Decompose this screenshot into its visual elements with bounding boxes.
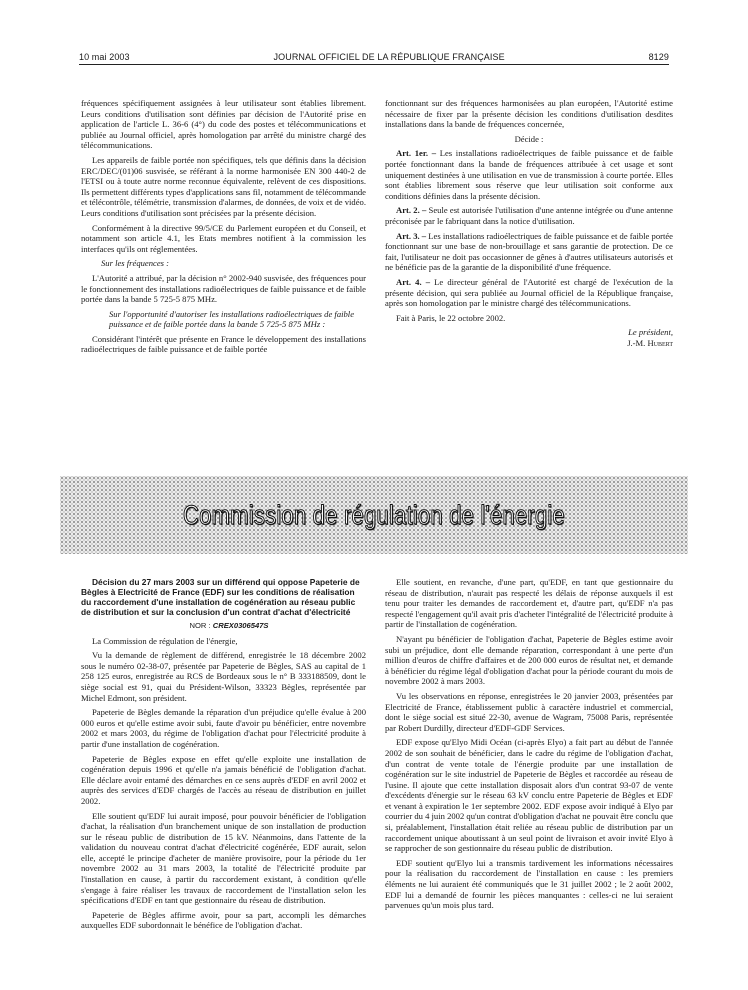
- decision-title: Décision du 27 mars 2003 sur un différend qui oppose Papeterie de Bègles à Electricité de France (EDF) sur les conditions de réalisation du raccordement d'une installation de cogénération au réseau public de distribution et sur la conclusion d'un contrat d'achat d'électricité: [81, 577, 360, 617]
- banner-title: Commission de régulation de l'énergie: [183, 499, 565, 530]
- page-header: [79, 52, 669, 62]
- paragraph: Les appareils de faible portée non spécifiques, tels que définis dans la décision ERC/DEC/(01)06 susvisée, se référant à la norme harmonisée EN 300 440-2 de l'ETSI ou à toute autre norme reconnue équivalente, relèvent de ces dispositions. Ils permettent différents types d'applications sans fil, notamment de télécommande et télécontrôle, télémétrie, transmission d'alarmes, de données, de voix et de vidéo. Leurs conditions d'utilisation sont précisées par la présente décision.: [81, 154, 366, 218]
- paragraph: EDF soutient qu'Elyo lui a transmis tardivement les informations nécessaires pour la réalisation du raccordement de l'installation en cause : les premiers éléments ne lui auraient été communiqués que le 31 juillet 2002 ; le 2 août 2002, EDF lui a demandé de fournir les pièces manquantes : celles-ci ne lui seraient parvenues qu'un mois plus tard.: [385, 857, 673, 911]
- paragraph: Papeterie de Bègles affirme avoir, pour sa part, accompli les démarches auxquelles EDF subordonnait le bénéfice de l'obligation d'achat.: [81, 909, 366, 931]
- column-bottom-left: [81, 577, 366, 935]
- paragraph: N'ayant pu bénéficier de l'obligation d'achat, Papeterie de Bègles estime avoir subi un préjudice, dont elle demande réparation, correspondant à une perte d'un million d'euros de chiffre d'affaires et de 200 000 euros de résultat net, et demande à bénéficier du régime légal d'obligation d'achat pour la période courant du mois de novembre 2002 à mars 2003.: [385, 633, 673, 687]
- header-page-number: 8129: [648, 52, 669, 62]
- paragraph: EDF expose qu'Elyo Midi Océan (ci-après Elyo) a fait part au début de l'année 2002 de son souhait de bénéficier, dans le cadre du régime de l'obligation d'achat, d'un contrat de vente totale de l'énergie produite par une installation de cogénération sur le site industriel de Papeterie de Bègles et raccordée au réseau de l'usine. Il ajoute que cette installation disposait alors d'un contrat 93-07 de vente d'excédents d'énergie sur le réseau 63 kV conclu entre Papeterie de Bègles et EDF et venant à expiration le 1er septembre 2002. EDF expose avoir indiqué à Elyo par courrier du 4 juin 2002 qu'un contrat d'obligation d'achat ne pouvait être conclu que si, préalablement, l'installation était reliée au réseau public de distribution par un raccordement unique aboutissant à un seul point de livraison et avoir invité Elyo à se rapprocher de son gestionnaire du réseau public de distribution.: [385, 737, 673, 854]
- section-banner: [60, 476, 688, 554]
- paragraph: Vu la demande de règlement de différend, enregistrée le 18 décembre 2002 sous le numéro 02-38-07, présentée par Papeterie de Bègles, SAS au capital de 1 258 125 euros, enregistrée au RCS de Bordeaux sous le n° B 333188509, dont le siège social est 91, quai du Président-Wilson, 33323 Bègles, représentée par Michel Edmont, son président.: [81, 650, 366, 703]
- paragraph: Papeterie de Bègles demande la réparation d'un préjudice qu'elle évalue à 200 000 euros et qu'elle estime avoir subi, faute d'avoir pu bénéficier, entre novembre 2002 et mars 2003, du régime de l'obligation d'achat pour l'électricité produite à partir d'une installation de cogénération.: [81, 707, 366, 749]
- place-date: Fait à Paris, le 22 octobre 2002.: [396, 312, 506, 323]
- article-text: Les installations radioélectriques de faible puissance et de faible portée fonctionnant sur une base de non-brouillage et sans garantie de protection. De ce fait, l'utilisateur ne doit pas occasionner de gênes à d'autres utilisateurs autorisés et ne bénéficie pas de la garantie de la disponibilité d'une fréquence.: [385, 230, 673, 273]
- paragraph: L'Autorité a attribué, par la décision n° 2002-940 susvisée, des fréquences pour le fonctionnement des installations radioélectriques de faible puissance et de faible portée dans la bande 5 725-5 875 MHz.: [81, 272, 366, 305]
- nor-label: NOR :: [189, 621, 211, 630]
- article-2: [385, 205, 673, 226]
- header-rule: [79, 64, 669, 65]
- header-date: 10 mai 2003: [79, 52, 130, 62]
- paragraph: Considérant l'intérêt que présente en France le développement des installations radioélectriques de faible puissance et de faible portée: [81, 333, 366, 355]
- article-label: Art. 1er. –: [396, 148, 436, 159]
- article-text: Seule est autorisée l'utilisation d'une antenne intégrée ou d'une antenne préconisée par le fabriquant dans la notice d'utilisation.: [385, 205, 673, 226]
- article-label: Art. 3. –: [396, 230, 427, 241]
- article-text: Les installations radioélectriques de faible puissance et de faible portée fonctionnant dans la bande de fréquences attribuée à cet usage et sont uniquement destinées à une utilisation en vue de transmission à courte portée. Elles sont établies librement sous réserve que leur utilisation soit conforme aux conditions définies dans la présente décision.: [385, 148, 673, 201]
- decide-heading: Décide :: [514, 133, 544, 144]
- paragraph: fréquences spécifiquement assignées à leur utilisateur sont établies librement. Leurs conditions d'utilisation sont définies par décision de l'Autorité prise en application de l'article L. 36-6 (4°) du code des postes et télécommunications et publiée au Journal officiel, après homologation par arrêté du ministre chargé des télécommunications.: [81, 98, 366, 151]
- article-3: [385, 231, 673, 273]
- paragraph: Elle soutient, en revanche, d'une part, qu'EDF, en tant que gestionnaire du réseau de distribution, n'aurait pas respecté les délais de réponse auxquels il est tenu pour traiter les demandes de raccordement et, d'autre part, qu'EDF n'a pas respecté l'engagement qu'il avait pris d'acheter l'intégralité de l'électricité produite à partir de l'installation de cogénération.: [385, 577, 673, 630]
- paragraph: Conformément à la directive 99/5/CE du Parlement européen et du Conseil, et notamment son article 4.1, les Etats membres notifient à la commission les interfaces qu'ils ont réglementées.: [81, 222, 366, 254]
- paragraph: fonctionnant sur des fréquences harmonisées au plan européen, l'Autorité estime nécessaire de fixer par la présente décision les conditions d'utilisation desdites installations dans la bande de fréquences concernée,: [385, 98, 673, 130]
- nor-code: CREX0306547S: [212, 621, 269, 630]
- column-bottom-right: [385, 577, 673, 915]
- paragraph: Papeterie de Bègles expose en effet qu'elle exploite une installation de cogénération depuis 1996 et qu'elle n'a jamais bénéficié de l'obligation d'achat. Elle déclare avoir entamé des démarches en ce sens auprès d'EDF en avril 2002 et auprès des services d'EDF chargés de l'accès au réseau de distribution en juillet 2002.: [81, 753, 366, 806]
- column-top-left: [81, 98, 366, 359]
- section-heading: Sur les fréquences :: [101, 258, 170, 269]
- header-journal-title: JOURNAL OFFICIEL DE LA RÉPUBLIQUE FRANÇAISE: [273, 52, 505, 62]
- article-label: Art. 4. –: [396, 276, 431, 287]
- article-1: [385, 148, 673, 201]
- section-heading: Sur l'opportunité d'autoriser les installations radioélectriques de faible puissance et de faible portée dans la bande 5 725-5 875 MHz :: [109, 308, 355, 330]
- paragraph: Elle soutient qu'EDF lui aurait imposé, pour pouvoir bénéficier de l'obligation d'achat, la réalisation d'un branchement unique de son installation de production sur le réseau public de distribution de 15 kV. Néanmoins, dans l'attente de la validation du nouveau contrat d'achat d'électricité cogénérée, EDF aurait, selon elle, accepté le principe d'acheter de manière provisoire, pour la période du 1er novembre 2002 au 31 mars 2003, la totalité de l'électricité produite par l'installation en cause, à partir du raccordement existant, à condition qu'elle s'engage à faire réaliser les travaux de raccordement de l'installation selon les spécifications d'EDF en tant que gestionnaire du réseau de distribution.: [81, 810, 366, 906]
- article-label: Art. 2. –: [396, 205, 427, 216]
- paragraph: La Commission de régulation de l'énergie,: [92, 635, 238, 646]
- article-4: [385, 277, 673, 309]
- column-top-right: [385, 98, 673, 352]
- signature-name: J.-M. Hubert: [627, 337, 673, 348]
- paragraph: Vu les observations en réponse, enregistrées le 20 janvier 2003, présentées par Electricité de France, établissement public à caractère industriel et commercial, dont le siège social est situé 22-30, avenue de Wagram, 75008 Paris, représentée par Robert Durdilly, directeur d'EDF-GDF Services.: [385, 690, 673, 733]
- article-text: Le directeur général de l'Autorité est chargé de l'exécution de la présente décision, qui sera publiée au Journal officiel de la République française, après son homologation par le ministre chargé des télécommunications.: [385, 276, 673, 309]
- nor-reference: [81, 621, 366, 632]
- signature-title: Le président,: [628, 327, 673, 338]
